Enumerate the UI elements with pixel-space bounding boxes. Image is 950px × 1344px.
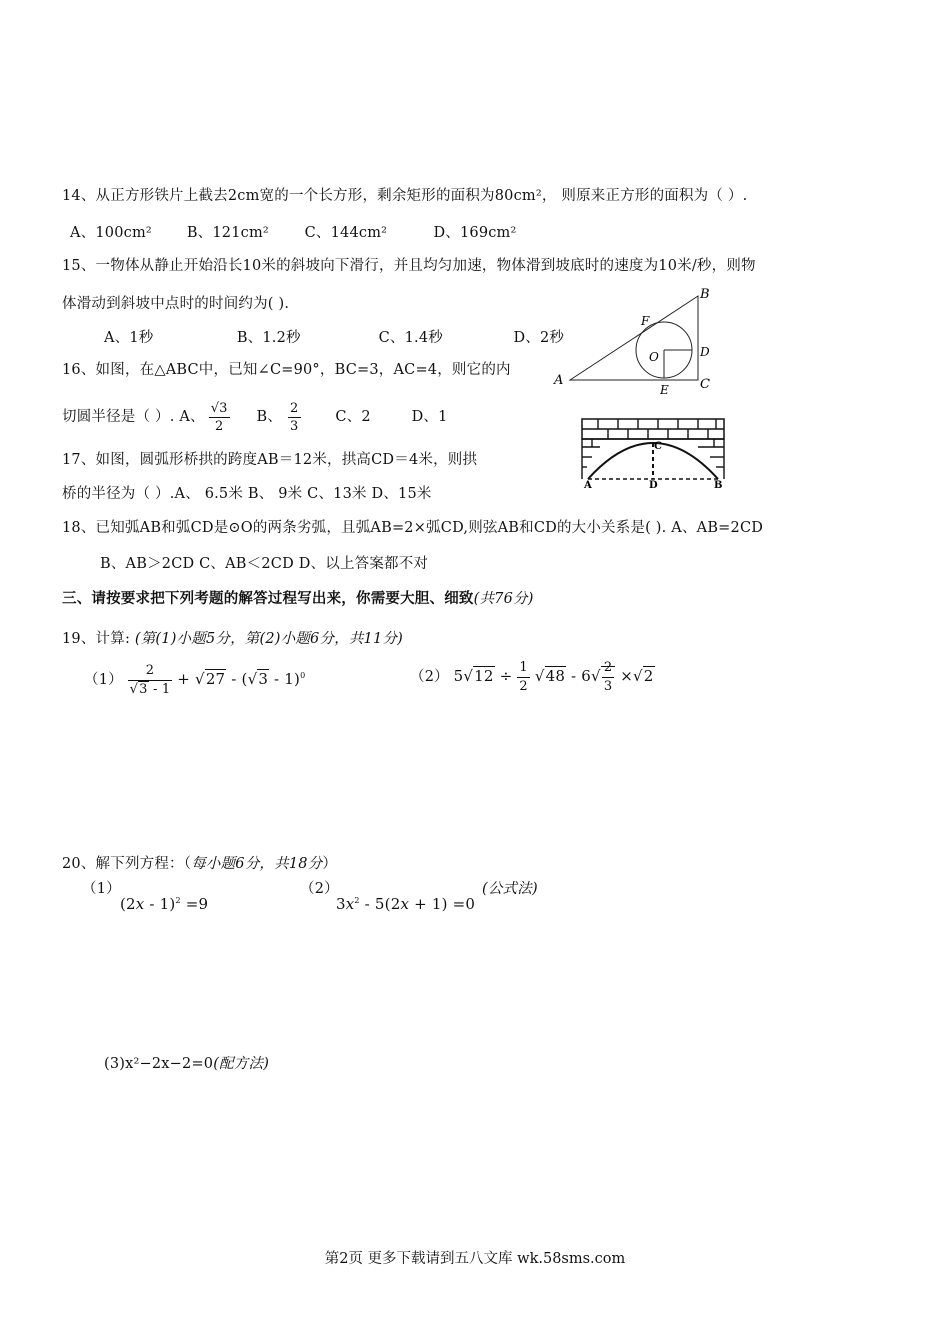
q15-option-b: B、1.2秒 bbox=[236, 330, 301, 346]
q16-optA-den: 2 bbox=[214, 418, 224, 434]
q20-note: 每小题6分，共18分 bbox=[191, 856, 323, 872]
q16-option-a-frac bbox=[209, 400, 230, 435]
bridge-label-a: A bbox=[584, 480, 592, 489]
q16-optB-den: 3 bbox=[290, 418, 299, 434]
q15-option-a: A、1秒 bbox=[104, 330, 154, 346]
q20-p2-method: (公式法) bbox=[482, 881, 538, 897]
q16-option-b-label: B、 bbox=[256, 409, 283, 425]
section3-title-text: 三、请按要求把下列考题的解答过程写出来，你需要大胆、细致 bbox=[62, 590, 474, 607]
triangle-incircle-figure bbox=[548, 284, 728, 402]
bridge-label-c: C bbox=[654, 441, 662, 452]
q20-close: ） bbox=[322, 856, 338, 872]
q14-options bbox=[70, 224, 517, 242]
label-c: C bbox=[700, 377, 710, 392]
q14-option-c: C、144cm² bbox=[304, 225, 388, 241]
q16-line1: 16、如图，在△ABC中，已知∠C=90°，BC=3，AC=4，则它的内 bbox=[62, 362, 511, 378]
q16-optB-num: 2 bbox=[290, 400, 299, 416]
q19-p2-label: （2） bbox=[410, 669, 449, 685]
q15-option-d: D、2秒 bbox=[513, 330, 565, 346]
q19-part2 bbox=[410, 652, 655, 700]
q17-line1: 17、如图，圆弧形桥拱的跨度AB＝12米，拱高CD＝4米，则拱 bbox=[62, 452, 478, 468]
q16-line2 bbox=[62, 396, 448, 438]
q14-option-a: A、100cm² bbox=[70, 225, 152, 241]
q20-p2-expression: $3x^2 - 5(2x + 1) =0$ bbox=[336, 895, 476, 913]
bridge-label-b: B bbox=[714, 480, 723, 489]
q20-p3-text: (3)x²−2x−2=0 bbox=[104, 1056, 214, 1072]
q16-option-c: C、2 bbox=[335, 409, 371, 425]
q19-p2-expression: 5√12 ÷ $\frac{1}{2}$ √48 - 6√ $\frac{2}{3}$ ×√2 bbox=[453, 659, 654, 694]
q16-option-b-frac bbox=[288, 400, 300, 435]
q15-line2: 体滑动到斜坡中点时的时间约为( ). bbox=[62, 296, 290, 312]
q14-text: 14、从正方形铁片上截去2cm宽的一个长方形，剩余矩形的面积为80cm²， 则原来正方形的面积为（ ）. bbox=[62, 188, 748, 204]
q20-title-text: 20、解下列方程：（ bbox=[62, 856, 192, 872]
q19-part1 bbox=[84, 652, 305, 700]
q19-p1-expression: $\frac{2}{√3 - 1}$ + √27 - (√3 - 1)$^0$ bbox=[129, 662, 306, 697]
q20-part3 bbox=[104, 1055, 269, 1073]
q14-option-b: B、121cm² bbox=[186, 225, 269, 241]
label-f: F bbox=[641, 314, 650, 328]
q19-note: (第(1)小题5分，第(2)小题6分，共11分) bbox=[134, 631, 403, 647]
label-b: B bbox=[700, 287, 710, 302]
q15-options bbox=[104, 329, 564, 347]
q20-p2-label: （2） bbox=[300, 881, 339, 897]
q17-line2: 桥的半径为（ ）.A、 6.5米 B、 9米 C、13米 D、15米 bbox=[62, 486, 432, 502]
triangle-abc bbox=[570, 296, 698, 380]
label-d: D bbox=[700, 345, 710, 359]
label-a: A bbox=[554, 373, 564, 388]
q16-optA-num: √3 bbox=[210, 400, 228, 416]
q20-p1-label: （1） bbox=[82, 881, 121, 897]
label-e: E bbox=[660, 383, 669, 397]
q15-line1: 15、一物体从静止开始沿长10米的斜坡向下滑行，并且均匀加速，物体滑到坡底时的速度为10米/秒，则物 bbox=[62, 258, 756, 274]
q19-title-text: 19、计算: bbox=[62, 631, 135, 647]
q18-line1: 18、已知弧AB和弧CD是⊙O的两条劣弧，且弧AB=2×弧CD,则弦AB和CD的大小关系是( ). A、AB=2CD bbox=[62, 520, 764, 536]
q20-p1-expression: (2x - 1)$^2$ =9 bbox=[120, 895, 209, 913]
bridge-label-d: D bbox=[649, 480, 658, 489]
section3-title bbox=[62, 590, 534, 608]
q20-p3-method: (配方法) bbox=[213, 1056, 270, 1072]
q18-line2: B、AB＞2CD C、AB＜2CD D、以上答案都不对 bbox=[100, 556, 429, 572]
q16-prefix: 切圆半径是（ ）. A、 bbox=[62, 409, 205, 425]
label-o: O bbox=[649, 350, 659, 364]
q16-option-d: D、1 bbox=[411, 409, 448, 425]
q15-option-c: C、1.4秒 bbox=[378, 330, 443, 346]
page-footer: 第2页 更多下载请到五八文库 wk.58sms.com bbox=[324, 1251, 626, 1267]
section3-score: (共76分) bbox=[473, 591, 534, 607]
q14-option-d: D、169cm² bbox=[433, 225, 517, 241]
q19-p1-label: （1） bbox=[84, 672, 123, 688]
q19-title bbox=[62, 630, 403, 648]
bridge-arch-figure bbox=[578, 417, 728, 489]
q20-title bbox=[62, 855, 337, 873]
